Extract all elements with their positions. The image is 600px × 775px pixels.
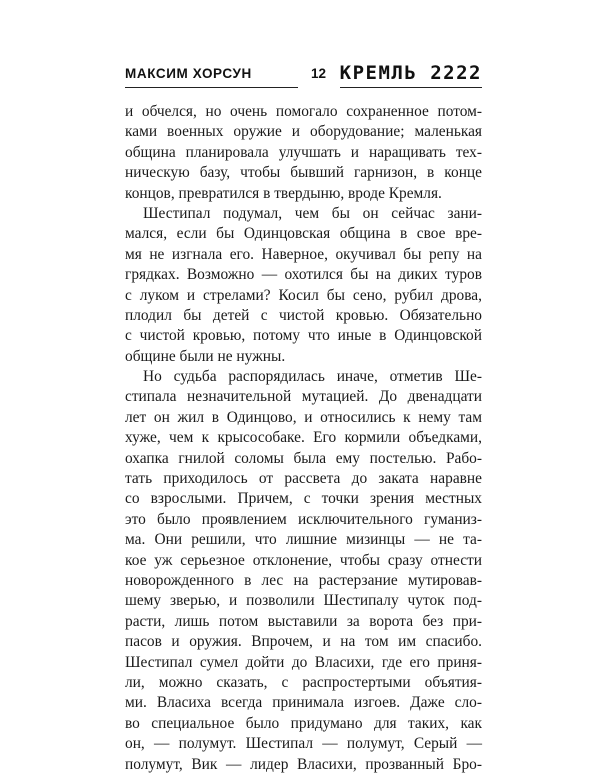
header-rule-right (340, 87, 482, 88)
text-line: хуже, чем к крысособаке. Его кормили объедками, (125, 429, 482, 447)
text-line: ническую базу, чтобы бывший гарнизон, в конце (125, 164, 482, 182)
text-line: с луком и стрелами? Косил бы сено, рубил дрова, (125, 286, 482, 304)
text-line: ли, можно сказать, с распростертыми объятия- (125, 673, 482, 691)
text-line: Но судьба распорядилась иначе, отметив Ше- (143, 368, 482, 386)
text-line: стипала незначительной мутацией. До двенадцати (125, 388, 482, 406)
text-line: тать приходилось от рассвета до заката наравне (125, 470, 482, 488)
text-line: он, — полумут. Шестипал — полумут, Серый — (125, 735, 482, 753)
text-line: расти, лишь потом выставили за ворота без при- (125, 612, 482, 630)
text-line: новорожденного в лес на растерзание мутировав- (125, 571, 482, 589)
text-line: Шестипал сумел дойти до Власихи, где его приня- (125, 653, 482, 671)
text-line: это было проявлением исключительного гуманиз- (125, 510, 482, 528)
text-line: ками военных оружие и оборудование; маленькая (125, 123, 482, 141)
text-line: мя не изгнала его. Наверное, окучивал бы репу на (125, 245, 482, 263)
text-line: во специальное было придумано для таких, как (125, 714, 482, 732)
text-line: мался, если бы Одинцовская община в свое вре- (125, 225, 482, 243)
text-line: пасов и оружия. Впрочем, и на том им спасибо. (125, 633, 482, 651)
text-line: охапка гнилой соломы была ему постелью. Рабо- (125, 449, 482, 467)
text-line: лет он жил в Одинцово, и относились к нему там (125, 408, 482, 426)
text-line: и обчелся, но очень помогало сохраненное потом- (125, 103, 482, 120)
text-line: грядках. Возможно — охотился бы на диких туров (125, 266, 482, 284)
text-line: община планировала улучшать и наращивать тех- (125, 143, 482, 161)
running-head-title: КРЕМЛЬ 2222 (339, 62, 482, 84)
text-line: полумут, Вик — лидер Власихи, прозванный Бро- (125, 755, 482, 773)
header-rule-left (125, 87, 298, 88)
text-line: с чистой кровью, потому что иные в Одинцовской (125, 327, 482, 345)
text-line: общине были не нужны. (125, 347, 286, 365)
page-body (125, 102, 482, 775)
running-head-author: МАКСИМ ХОРСУН (125, 66, 252, 81)
page-number: 12 (311, 66, 327, 81)
text-line: со взрослыми. Причем, с точки зрения местных (125, 490, 482, 508)
text-line: Шестипал подумал, чем бы он сейчас зани- (143, 204, 482, 222)
text-line: кое уж серьезное отклонение, чтобы сразу отнести (125, 551, 482, 569)
text-line: концов, превратился в твердыню, вроде Кремля. (125, 184, 442, 202)
text-line: шему зверью, и позволили Шестипалу чуток под- (125, 592, 482, 610)
text-line: плодил бы детей с чистой кровью. Обязательно (125, 306, 482, 324)
page-header (125, 62, 482, 92)
text-line: ми. Власиха всегда принимала изгоев. Даже сло- (125, 694, 482, 712)
text-line: ма. Они решили, что лишние мизинцы — не та- (125, 531, 482, 549)
